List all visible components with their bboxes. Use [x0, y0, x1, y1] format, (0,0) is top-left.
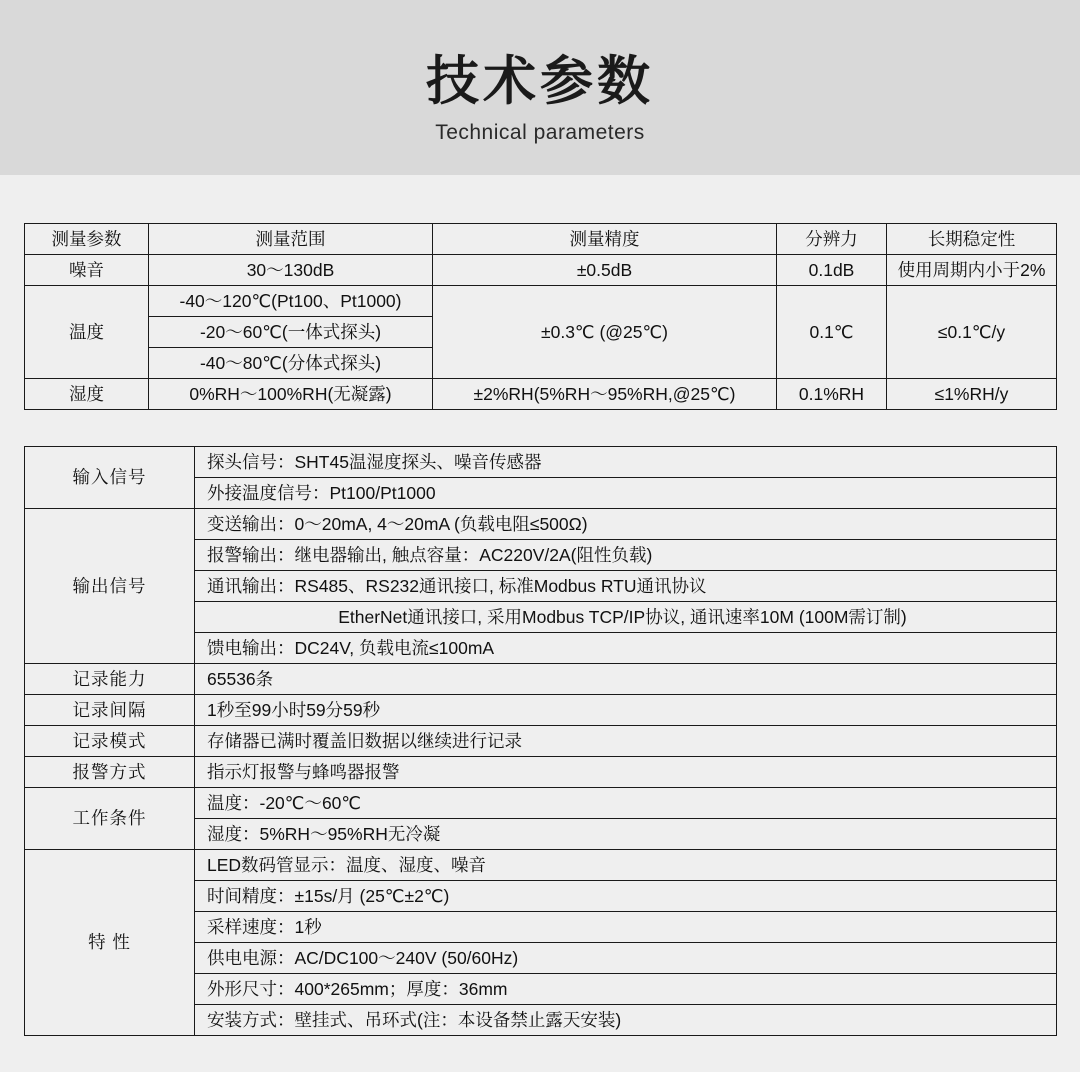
page-header [0, 0, 1080, 175]
page-title: 技术参数 [426, 52, 654, 111]
cell-label-working-conditions: 工作条件 [25, 788, 195, 850]
cell-value-output-signal-5: 馈电输出：DC24V, 负载电流≤100mA [195, 633, 1057, 664]
cell-value-record-mode: 存储器已满时覆盖旧数据以继续进行记录 [195, 726, 1057, 757]
cell-accuracy-temperature: ±0.3℃ (@25℃) [433, 286, 777, 379]
page-subtitle: Technical parameters [435, 120, 645, 144]
cell-param-temperature: 温度 [25, 286, 149, 379]
table-row [25, 726, 1057, 757]
cell-resolution-noise: 0.1dB [777, 255, 887, 286]
cell-value-characteristics-1: LED数码管显示：温度、湿度、噪音 [195, 850, 1057, 881]
cell-range-temperature-3: -40〜80℃(分体式探头) [149, 348, 433, 379]
cell-value-output-signal-3: 通讯输出：RS485、RS232通讯接口, 标准Modbus RTU通讯协议 [195, 571, 1057, 602]
cell-value-characteristics-6: 安装方式：壁挂式、吊环式(注：本设备禁止露天安装) [195, 1005, 1057, 1036]
cell-range-noise: 30〜130dB [149, 255, 433, 286]
column-header-accuracy: 测量精度 [433, 224, 777, 255]
table-row [25, 286, 1057, 317]
cell-stability-humidity: ≤1%RH/y [887, 379, 1057, 410]
cell-param-noise: 噪音 [25, 255, 149, 286]
cell-resolution-temperature: 0.1℃ [777, 286, 887, 379]
cell-value-characteristics-2: 时间精度：±15s/月 (25℃±2℃) [195, 881, 1057, 912]
cell-stability-noise: 使用周期内小于2% [887, 255, 1057, 286]
cell-value-input-signal-1: 探头信号：SHT45温湿度探头、噪音传感器 [195, 447, 1057, 478]
column-header-param: 测量参数 [25, 224, 149, 255]
cell-range-temperature-1: -40〜120℃(Pt100、Pt1000) [149, 286, 433, 317]
cell-label-characteristics: 特 性 [25, 850, 195, 1036]
cell-value-characteristics-3: 采样速度：1秒 [195, 912, 1057, 943]
cell-label-record-mode: 记录模式 [25, 726, 195, 757]
cell-value-output-signal-4: EtherNet通讯接口, 采用Modbus TCP/IP协议, 通讯速率10M (100M需订制) [195, 602, 1057, 633]
features-table [24, 446, 1057, 1036]
cell-accuracy-noise: ±0.5dB [433, 255, 777, 286]
table-row [25, 664, 1057, 695]
cell-value-output-signal-1: 变送输出：0〜20mA, 4〜20mA (负载电阻≤500Ω) [195, 509, 1057, 540]
cell-label-input-signal: 输入信号 [25, 447, 195, 509]
cell-accuracy-humidity: ±2%RH(5%RH〜95%RH,@25℃) [433, 379, 777, 410]
cell-value-working-conditions-1: 温度：-20℃〜60℃ [195, 788, 1057, 819]
cell-param-humidity: 湿度 [25, 379, 149, 410]
cell-label-output-signal: 输出信号 [25, 509, 195, 664]
cell-label-alarm-mode: 报警方式 [25, 757, 195, 788]
table-row [25, 757, 1057, 788]
cell-resolution-humidity: 0.1%RH [777, 379, 887, 410]
column-header-resolution: 分辨力 [777, 224, 887, 255]
cell-value-record-capacity: 65536条 [195, 664, 1057, 695]
cell-value-working-conditions-2: 湿度：5%RH〜95%RH无冷凝 [195, 819, 1057, 850]
table-row [25, 379, 1057, 410]
cell-value-record-interval: 1秒至99小时59分59秒 [195, 695, 1057, 726]
column-header-stability: 长期稳定性 [887, 224, 1057, 255]
cell-label-record-interval: 记录间隔 [25, 695, 195, 726]
cell-range-temperature-2: -20〜60℃(一体式探头) [149, 317, 433, 348]
cell-stability-temperature: ≤0.1℃/y [887, 286, 1057, 379]
table-row [25, 850, 1057, 881]
table-row [25, 447, 1057, 478]
cell-value-alarm-mode: 指示灯报警与蜂鸣器报警 [195, 757, 1057, 788]
cell-value-output-signal-2: 报警输出：继电器输出, 触点容量：AC220V/2A(阻性负载) [195, 540, 1057, 571]
cell-range-humidity: 0%RH〜100%RH(无凝露) [149, 379, 433, 410]
cell-value-input-signal-2: 外接温度信号：Pt100/Pt1000 [195, 478, 1057, 509]
cell-value-characteristics-5: 外形尺寸：400*265mm；厚度：36mm [195, 974, 1057, 1005]
column-header-range: 测量范围 [149, 224, 433, 255]
table-row [25, 509, 1057, 540]
cell-label-record-capacity: 记录能力 [25, 664, 195, 695]
specification-table [24, 223, 1057, 410]
content-area [0, 223, 1080, 1036]
cell-value-characteristics-4: 供电电源：AC/DC100〜240V (50/60Hz) [195, 943, 1057, 974]
table-row [25, 788, 1057, 819]
table-row [25, 255, 1057, 286]
table-row [25, 695, 1057, 726]
table-header-row [25, 224, 1057, 255]
